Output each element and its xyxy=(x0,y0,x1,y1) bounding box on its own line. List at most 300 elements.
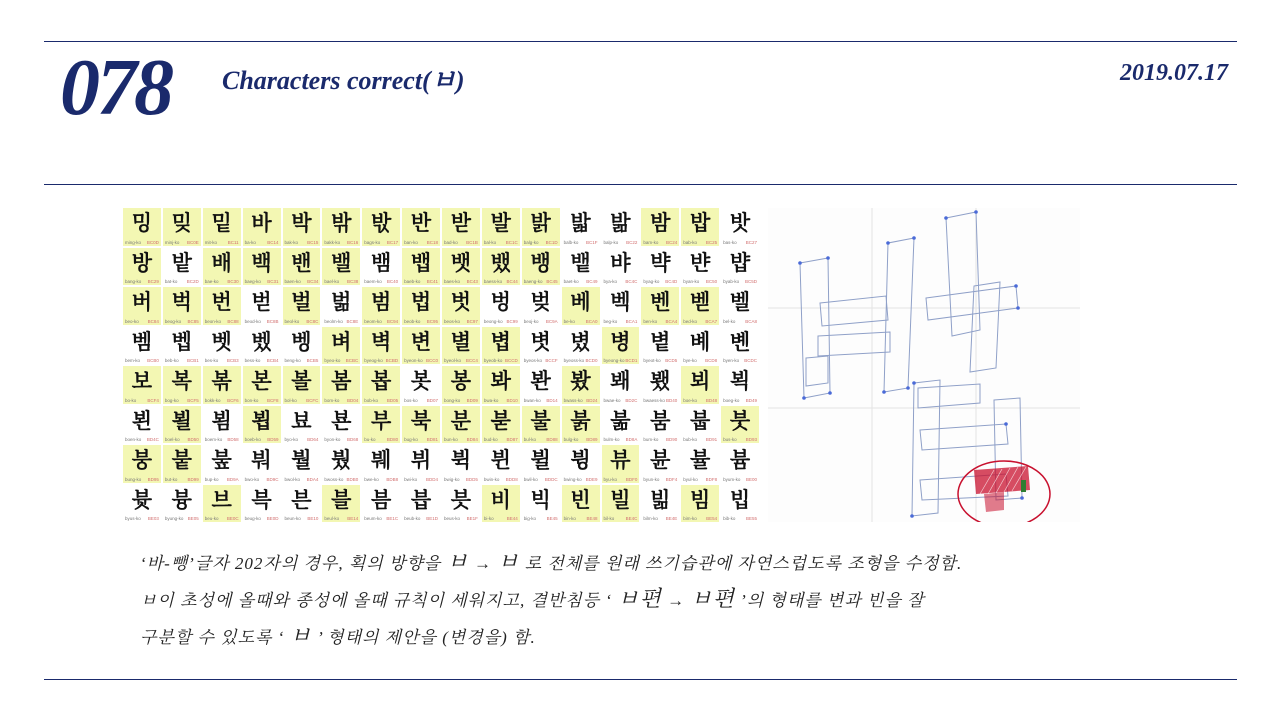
glyph-code: BD40 xyxy=(665,397,678,403)
glyph-caption xyxy=(524,319,558,324)
glyph-roman: byeo-ko xyxy=(324,358,341,363)
glyph-char: 붸 xyxy=(371,448,392,472)
glyph-code: BE4C xyxy=(625,516,638,521)
glyph-cell xyxy=(163,287,201,325)
header-rule xyxy=(44,184,1237,185)
glyph-caption xyxy=(683,398,717,403)
glyph-caption xyxy=(364,279,398,284)
glyph-code: BC49 xyxy=(586,279,598,284)
glyph-caption xyxy=(643,319,677,324)
glyph-cell xyxy=(522,366,560,404)
glyph-code: BCC0 xyxy=(425,358,438,363)
glyph-caption xyxy=(324,279,358,284)
glyph-cell xyxy=(602,445,640,483)
glyph-code: BC8E xyxy=(346,318,359,324)
glyph-caption xyxy=(683,319,717,324)
glyph-caption xyxy=(484,358,518,363)
glyph-char: 뵤 xyxy=(291,408,312,433)
glyph-code: BCB3 xyxy=(226,358,239,363)
glyph-cell xyxy=(322,445,360,483)
glyph-roman: bilm-ko xyxy=(643,516,658,521)
glyph-roman: bob-ko xyxy=(364,397,379,403)
glyph-caption xyxy=(205,240,239,245)
glyph-char: 뵌 xyxy=(131,408,153,433)
glyph-char: 븃 xyxy=(131,487,153,512)
glyph-char: 뵀 xyxy=(650,369,671,393)
glyph-cell xyxy=(322,208,360,246)
glyph-char: 븀 xyxy=(729,448,751,472)
note-line-2-text-b: ’의 형태를 변과 빈을 잘 xyxy=(740,591,925,610)
glyph-caption xyxy=(404,279,438,284)
glyph-roman: byon-ko xyxy=(324,437,341,442)
glyph-roman: bye-ko xyxy=(683,358,697,363)
note-line-3 xyxy=(140,619,1150,656)
glyph-roman: bung-ko xyxy=(125,476,142,482)
glyph-char: 붕 xyxy=(131,448,153,472)
glyph-cell xyxy=(163,406,201,444)
glyph-roman: byo-ko xyxy=(284,437,299,442)
glyph-cell xyxy=(641,208,679,246)
glyph-caption xyxy=(165,358,199,363)
glyph-code: BE0C xyxy=(226,516,239,521)
glyph-code: BE48 xyxy=(586,516,598,521)
glyph-caption xyxy=(125,358,159,363)
glyph-char: 뵙 xyxy=(251,408,272,433)
glyph-code: BCB4 xyxy=(266,358,279,363)
glyph-caption xyxy=(643,398,677,403)
glyph-roman: bom-ko xyxy=(324,397,340,403)
glyph-caption xyxy=(285,279,319,284)
glyph-roman: beog-ko xyxy=(164,318,182,324)
glyph-cell xyxy=(283,248,321,286)
glyph-code: BD05 xyxy=(386,397,399,403)
glyph-roman: bib-ko xyxy=(723,516,736,521)
glyph-roman: beolm-ko xyxy=(324,318,343,324)
glyph-char: 볕 xyxy=(650,329,671,354)
glyph-roman: beum-ko xyxy=(364,516,382,521)
glyph-cell xyxy=(562,406,600,444)
glyph-roman: bin-ko xyxy=(563,516,576,521)
glyph-code: BDF8 xyxy=(705,476,718,482)
glyph-caption xyxy=(245,437,279,442)
glyph-cell xyxy=(482,445,520,483)
glyph-caption xyxy=(524,437,558,442)
glyph-roman: bul-ko xyxy=(523,437,537,442)
page-date: 2019.07.17 xyxy=(1120,60,1228,86)
glyph-roman: beng-ko xyxy=(284,358,301,363)
glyph-caption xyxy=(205,437,239,442)
glyph-roman: beon-ko xyxy=(204,318,222,324)
glyph-caption xyxy=(404,358,438,363)
glyph-char: 봤 xyxy=(570,369,591,393)
glyph-char: 벽 xyxy=(371,329,392,354)
glyph-roman: bwig-ko xyxy=(444,476,460,482)
glyph-caption xyxy=(324,437,358,442)
glyph-roman: byeon-ko xyxy=(404,358,423,363)
glyph-roman: byeong-ko xyxy=(603,358,625,363)
glyph-code: BE55 xyxy=(745,516,757,521)
glyph-char: 뱍 xyxy=(650,250,671,275)
glyph-cell xyxy=(681,287,719,325)
glyph-caption xyxy=(484,398,518,403)
glyph-code: BD64 xyxy=(307,437,319,442)
glyph-code: BD04 xyxy=(346,397,359,403)
glyph-code: BE1F xyxy=(466,516,478,521)
glyph-char: 법 xyxy=(410,290,432,314)
glyph-cell xyxy=(123,366,161,404)
glyph-code: BC29 xyxy=(147,279,159,284)
glyph-cell xyxy=(163,485,201,523)
glyph-roman: bak-ko xyxy=(284,239,299,245)
glyph-cell xyxy=(721,248,759,286)
glyph-char: 뱌 xyxy=(610,250,631,275)
glyph-roman: boeb-ko xyxy=(244,437,261,442)
glyph-cell xyxy=(283,287,321,325)
glyph-char: 븍 xyxy=(251,487,272,512)
glyph-char: 뷩 xyxy=(570,448,591,472)
glyph-char: 뷕 xyxy=(450,448,472,472)
glyph-code: BCF4 xyxy=(147,397,159,403)
glyph-roman: boel-ko xyxy=(164,437,180,442)
glyph-cell xyxy=(641,248,679,286)
glyph-code: BCB5 xyxy=(306,358,319,363)
glyph-roman: balg-ko xyxy=(523,239,539,245)
glyph-code: BCCF xyxy=(545,358,558,363)
glyph-roman: bwing-ko xyxy=(563,476,582,482)
glyph-char: 복 xyxy=(171,369,192,393)
glyph-cell xyxy=(641,366,679,404)
glyph-caption xyxy=(165,516,199,521)
glyph-char: 볍 xyxy=(490,329,511,354)
glyph-char: 붜 xyxy=(251,448,272,472)
glyph-caption xyxy=(604,279,638,284)
glyph-code: BD90 xyxy=(665,437,678,442)
glyph-code: BC1B xyxy=(466,239,478,245)
glyph-code: BDE9 xyxy=(585,476,598,482)
glyph-code: BD14 xyxy=(546,397,558,403)
glyph-code: BDF4 xyxy=(665,476,678,482)
glyph-code: BD84 xyxy=(466,437,478,442)
glyph-caption xyxy=(285,437,319,442)
glyph-char: 븐 xyxy=(291,487,312,512)
glyph-char: 벼 xyxy=(331,329,352,354)
glyph-roman: minj-ko xyxy=(164,239,180,245)
glyph-caption xyxy=(524,358,558,363)
glyph-caption xyxy=(125,398,159,403)
glyph-cell xyxy=(123,445,161,483)
glyph-cell xyxy=(482,327,520,365)
glyph-cell xyxy=(681,366,719,404)
glyph-code: BD80 xyxy=(386,437,399,442)
glyph-char: 붤 xyxy=(291,448,312,472)
glyph-char: 빕 xyxy=(729,487,751,512)
glyph-cell xyxy=(482,287,520,325)
glyph-cell xyxy=(482,406,520,444)
glyph-caption xyxy=(683,437,717,442)
glyph-caption xyxy=(723,358,757,363)
glyph-code: BD91 xyxy=(705,437,718,442)
glyph-char: 빈 xyxy=(570,487,591,512)
note-line-2-text-a: ㅂ이 초성에 올때와 종성에 올때 규칙이 세워지고, 결반침등 ‘ xyxy=(140,591,613,610)
glyph-cell xyxy=(721,208,759,246)
glyph-code: BD68 xyxy=(346,437,359,442)
glyph-char: 뷜 xyxy=(530,448,551,472)
glyph-roman: baes-ko xyxy=(444,279,461,284)
glyph-code: BCB1 xyxy=(186,358,199,363)
glyph-roman: mit-ko xyxy=(204,239,217,245)
glyph-char: 봉 xyxy=(450,369,472,393)
glyph-code: BE54 xyxy=(706,516,718,521)
glyph-char: 벵 xyxy=(291,329,312,354)
sketch-drawing xyxy=(768,208,1080,522)
glyph-code: BC94 xyxy=(386,318,399,324)
glyph-char: 벰 xyxy=(131,329,153,354)
glyph-code: BC40 xyxy=(386,279,399,284)
glyph-caption xyxy=(364,398,398,403)
glyph-code: BD89 xyxy=(586,437,598,442)
glyph-caption xyxy=(524,279,558,284)
glyph-cell xyxy=(123,287,161,325)
glyph-char: 버 xyxy=(131,290,153,314)
glyph-char: 뱄 xyxy=(490,250,511,275)
glyph-roman: bwil-ko xyxy=(523,476,538,482)
glyph-caption xyxy=(324,358,358,363)
glyph-cell xyxy=(681,445,719,483)
glyph-char: 봔 xyxy=(530,369,551,393)
glyph-roman: bwoss-ko xyxy=(324,476,344,482)
glyph-caption xyxy=(723,240,757,245)
glyph-cell xyxy=(522,248,560,286)
glyph-char: 붙 xyxy=(171,448,192,472)
glyph-roman: bos-ko xyxy=(404,397,418,403)
glyph-cell xyxy=(243,327,281,365)
glyph-caption xyxy=(285,477,319,482)
glyph-code: BC2D xyxy=(186,279,199,284)
glyph-char: 붇 xyxy=(490,408,511,433)
glyph-char: 밍 xyxy=(131,211,153,235)
glyph-cell xyxy=(442,248,480,286)
glyph-roman: boem-ko xyxy=(204,437,223,442)
glyph-cell xyxy=(203,485,241,523)
glyph-caption xyxy=(165,398,199,403)
glyph-char: 밥 xyxy=(690,211,711,235)
glyph-caption xyxy=(683,358,717,363)
correction-mark xyxy=(958,461,1050,522)
glyph-caption xyxy=(524,516,558,521)
glyph-cell xyxy=(123,208,161,246)
glyph-roman: baem-ko xyxy=(364,279,382,284)
glyph-caption xyxy=(165,437,199,442)
glyph-cell xyxy=(641,445,679,483)
glyph-caption xyxy=(564,398,598,403)
glyph-code: BC8B xyxy=(266,318,279,324)
glyph-roman: balp-ko xyxy=(603,239,619,245)
glyph-roman: byum-ko xyxy=(723,476,741,482)
glyph-roman: bo-ko xyxy=(125,397,137,403)
glyph-cell xyxy=(163,327,201,365)
glyph-cell xyxy=(562,248,600,286)
glyph-char: 뱃 xyxy=(450,250,472,275)
glyph-caption xyxy=(484,240,518,245)
glyph-caption xyxy=(245,398,279,403)
glyph-roman: bal-ko xyxy=(483,239,497,245)
glyph-char: 볏 xyxy=(530,329,551,354)
glyph-cell xyxy=(402,406,440,444)
glyph-cell xyxy=(123,327,161,365)
glyph-char: 벎 xyxy=(331,290,352,314)
glyph-cell xyxy=(283,327,321,365)
glyph-roman: bael-ko xyxy=(324,279,340,284)
glyph-code: BE4E xyxy=(665,516,678,521)
glyph-roman: bae-ko xyxy=(204,279,219,284)
glyph-cell xyxy=(123,485,161,523)
glyph-caption xyxy=(125,437,159,442)
glyph-cell xyxy=(442,287,480,325)
glyph-caption xyxy=(683,240,717,245)
glyph-roman: bwo-ko xyxy=(244,476,260,482)
glyph-caption xyxy=(643,279,677,284)
glyph-roman: but-ko xyxy=(164,476,178,482)
glyph-roman: bol-ko xyxy=(284,397,297,403)
glyph-code: BC8C xyxy=(306,318,319,324)
glyph-code: BD95 xyxy=(147,476,159,482)
glyph-cell xyxy=(163,445,201,483)
glyph-caption xyxy=(723,437,757,442)
glyph-roman: bon-ko xyxy=(244,397,259,403)
glyph-roman: bi-ko xyxy=(483,516,494,521)
glyph-code: BC4D xyxy=(665,279,678,284)
glyph-code: BC41 xyxy=(426,279,438,284)
glyph-cell xyxy=(641,406,679,444)
glyph-roman: bed-ko xyxy=(683,318,698,324)
glyph-roman: bwi-ko xyxy=(404,476,418,482)
glyph-caption xyxy=(484,477,518,482)
glyph-caption xyxy=(444,516,478,521)
glyph-caption xyxy=(524,477,558,482)
glyph-cell xyxy=(283,406,321,444)
glyph-roman: byeos-ko xyxy=(523,358,543,363)
glyph-char: 부 xyxy=(371,408,392,433)
page-number: 078 xyxy=(60,44,171,132)
glyph-char: 벳 xyxy=(211,329,232,354)
glyph-code: BDD8 xyxy=(505,476,518,482)
glyph-cell xyxy=(602,406,640,444)
glyph-char: 븅 xyxy=(171,487,192,512)
glyph-roman: bwae-ko xyxy=(603,397,621,403)
glyph-code: BD88 xyxy=(546,437,558,442)
glyph-code: BC95 xyxy=(426,318,438,324)
glyph-code: BC1C xyxy=(505,239,518,245)
glyph-code: BD50 xyxy=(187,437,199,442)
glyph-code: BD59 xyxy=(267,437,279,442)
glyph-char: 병 xyxy=(610,329,631,354)
glyph-roman: bub-ko xyxy=(683,437,698,442)
glyph-caption xyxy=(564,477,598,482)
glyph-caption xyxy=(324,240,358,245)
glyph-code: BC14 xyxy=(267,239,279,245)
glyph-caption xyxy=(683,516,717,521)
glyph-caption xyxy=(404,398,438,403)
glyph-cell xyxy=(562,485,600,523)
glyph-caption xyxy=(643,240,677,245)
glyph-code: BD24 xyxy=(586,397,598,403)
glyph-char: 밟 xyxy=(570,211,591,235)
glyph-code: BC99 xyxy=(506,318,518,324)
glyph-cell xyxy=(681,327,719,365)
glyph-cell xyxy=(721,366,759,404)
glyph-char: 볜 xyxy=(729,329,751,354)
glyph-roman: beul-ko xyxy=(324,516,340,521)
glyph-cell xyxy=(402,248,440,286)
glyph-code: BC0E xyxy=(186,239,199,245)
glyph-roman: bim-ko xyxy=(683,516,697,521)
glyph-roman: baeng-ko xyxy=(523,279,543,284)
glyph-char: 브 xyxy=(211,487,232,512)
note-line-3-glyph: ㅂ xyxy=(289,623,312,648)
glyph-char: 봅 xyxy=(371,369,392,393)
glyph-char: 밧 xyxy=(729,211,751,235)
handwritten-notes xyxy=(140,545,1150,656)
glyph-char: 볶 xyxy=(211,369,232,393)
glyph-roman: bwass-ko xyxy=(563,397,583,403)
glyph-roman: byeob-ko xyxy=(483,358,503,363)
note-line-1-text-a: ‘바-뺑’글자 202자의 경우, 획의 방향을 xyxy=(140,554,442,573)
glyph-caption xyxy=(604,437,638,442)
glyph-code: BCA8 xyxy=(745,318,757,324)
glyph-caption xyxy=(364,516,398,521)
glyph-roman: beus-ko xyxy=(444,516,461,521)
glyph-cell xyxy=(322,406,360,444)
glyph-roman: baess-ko xyxy=(483,279,503,284)
glyph-code: BD07 xyxy=(426,397,438,403)
glyph-roman: byul-ko xyxy=(683,476,698,482)
glyph-caption xyxy=(324,516,358,521)
glyph-code: BC4C xyxy=(625,279,638,284)
glyph-code: BC44 xyxy=(506,279,518,284)
glyph-caption xyxy=(285,240,319,245)
top-rule xyxy=(44,41,1237,42)
glyph-code: BCDC xyxy=(744,358,757,363)
glyph-code: BCA7 xyxy=(705,318,718,324)
glyph-code: BDF0 xyxy=(625,476,638,482)
glyph-code: BD9C xyxy=(266,476,279,482)
glyph-caption xyxy=(444,477,478,482)
glyph-cell xyxy=(721,445,759,483)
glyph-caption xyxy=(364,319,398,324)
glyph-code: BCD0 xyxy=(585,358,598,363)
glyph-caption xyxy=(604,398,638,403)
glyph-roman: bakk-ko xyxy=(324,239,341,245)
glyph-code: BE44 xyxy=(506,516,518,521)
glyph-cell xyxy=(442,208,480,246)
glyph-cell xyxy=(482,248,520,286)
glyph-char: 븝 xyxy=(410,487,432,512)
glyph-cell xyxy=(243,287,281,325)
glyph-code: BD49 xyxy=(745,397,757,403)
glyph-caption xyxy=(444,319,478,324)
glyph-cell xyxy=(602,208,640,246)
glyph-roman: beod-ko xyxy=(244,318,261,324)
glyph-caption xyxy=(643,516,677,521)
glyph-roman: byus-ko xyxy=(125,516,141,521)
glyph-roman: ba-ko xyxy=(244,239,256,245)
glyph-cell xyxy=(402,485,440,523)
glyph-cell xyxy=(562,208,600,246)
glyph-roman: beos-ko xyxy=(444,318,461,324)
glyph-roman: byu-ko xyxy=(603,476,618,482)
glyph-roman: boen-ko xyxy=(125,437,142,442)
glyph-code: BCF8 xyxy=(266,397,279,403)
